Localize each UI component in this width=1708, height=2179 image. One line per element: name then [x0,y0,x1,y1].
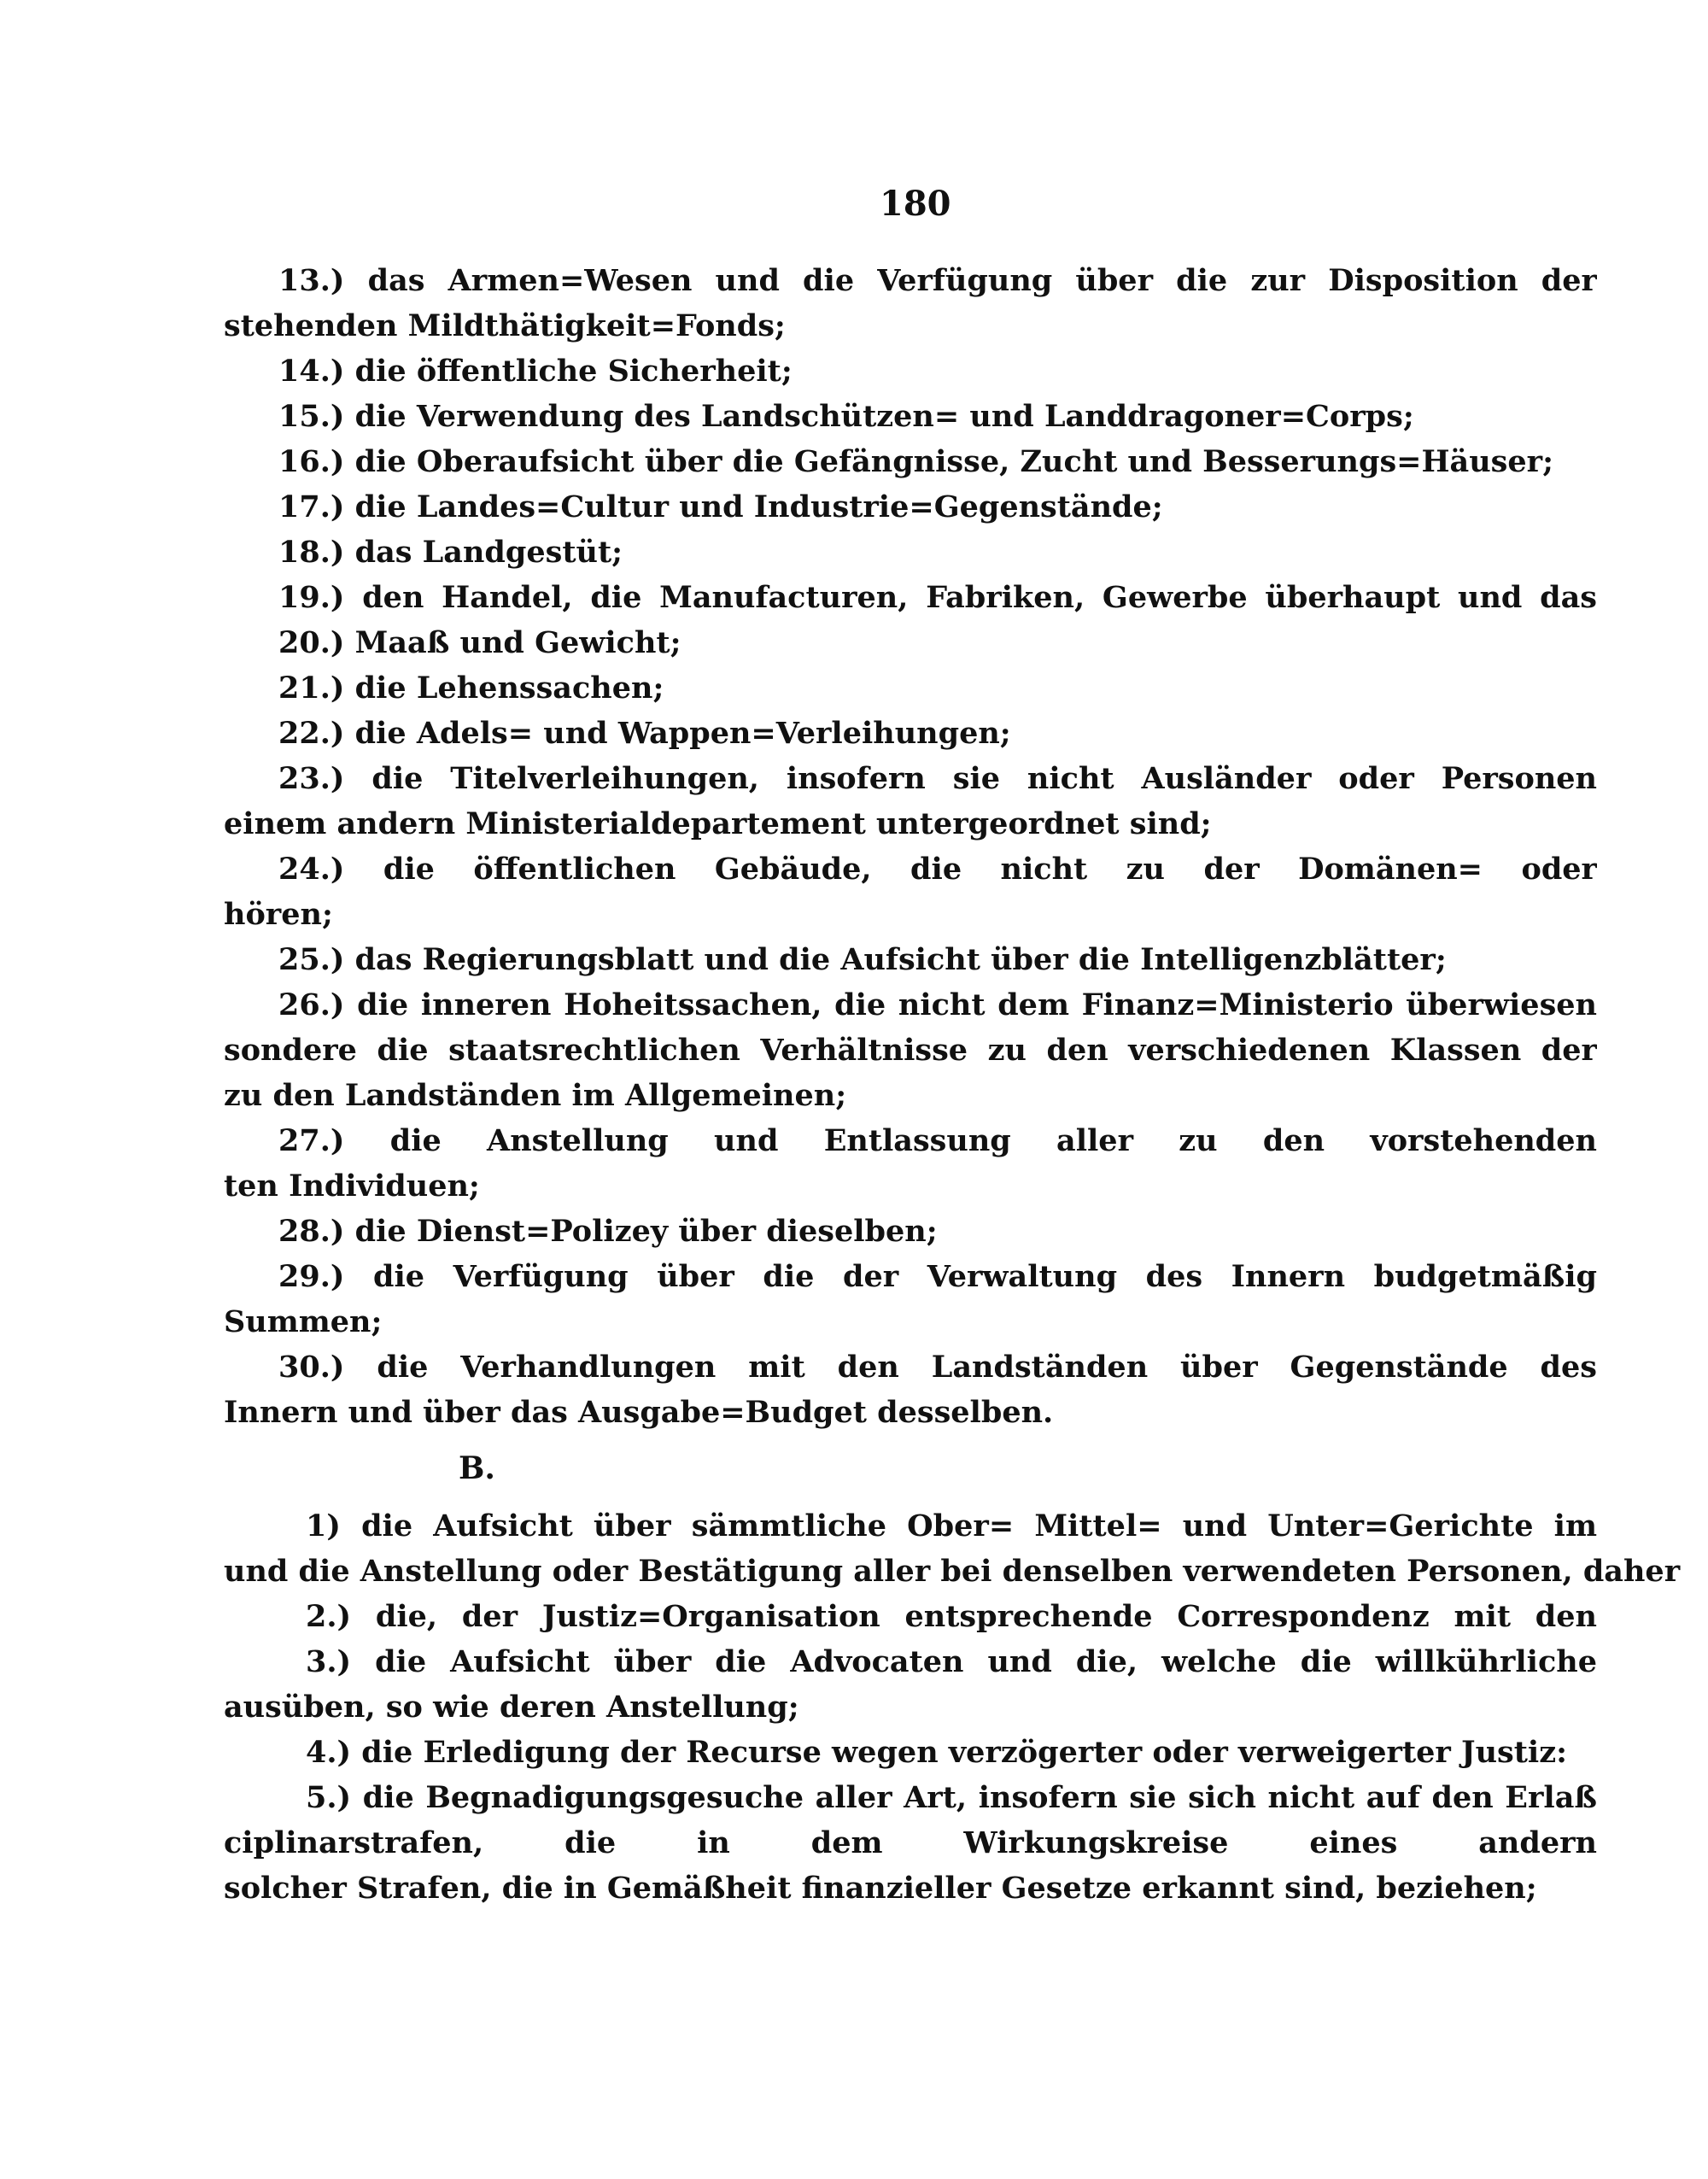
document-body [224,258,1681,1911]
text-line: 26.) die inneren Hoheitssachen, die nicht dem Finanz=Ministerio überwiesen [278,987,1597,1022]
text-line: 17.) die Landes=Cultur und Industrie=Gegenstände; [278,489,1163,524]
text-line: 27.) die Anstellung und Entlassung aller zu den vorstehenden [278,1123,1597,1158]
text-line: 15.) die Verwendung des Landschützen= und Landdragoner=Corps; [278,399,1414,434]
text-line: und die Anstellung oder Bestätigung aller bei denselben verwendeten Personen, daher [224,1554,1681,1589]
text-line: ausüben, so wie deren Anstellung; [224,1690,799,1725]
text-line: einem andern Ministerialdepartement untergeordnet sind; [224,806,1212,841]
text-line: 21.) die Lehenssachen; [278,671,664,706]
section-a [224,258,1597,1435]
text-line: 1) die Aufsicht über sämmtliche Ober= Mittel= und Unter=Gerichte im [306,1508,1597,1543]
text-line: 3.) die Aufsicht über die Advocaten und die, welche die willkührliche [306,1644,1597,1679]
text-line: 16.) die Oberaufsicht über die Gefängnisse, Zucht und Besserungs=Häuser; [278,444,1554,479]
text-line: sondere die staatsrechtlichen Verhältnisse zu den verschiedenen Klassen der [224,1033,1597,1068]
text-line: 29.) die Verfügung über die der Verwaltung des Innern budgetmäßig [278,1259,1597,1294]
text-line: 13.) das Armen=Wesen und die Verfügung über die zur Disposition der [278,263,1597,298]
text-line: 30.) die Verhandlungen mit den Landständen über Gegenstände des [278,1350,1597,1385]
text-line: solcher Strafen, die in Gemäßheit finanzieller Gesetze erkannt sind, beziehen; [224,1871,1537,1906]
text-line: stehenden Mildthätigkeit=Fonds; [224,308,786,343]
text-line: 28.) die Dienst=Polizey über dieselben; [278,1214,938,1249]
text-line: 25.) das Regierungsblatt und die Aufsicht über die Intelligenzblätter; [278,942,1447,977]
text-line: Innern und über das Ausgabe=Budget desselben. [224,1395,1054,1430]
text-line: hören; [224,897,333,932]
page-number: 180 [880,184,951,224]
section-b-heading: B. [459,1450,495,1486]
text-line: 4.) die Erledigung der Recurse wegen verzögerter oder verweigerter Justiz: [306,1735,1567,1770]
text-line: 22.) die Adels= und Wappen=Verleihungen; [278,716,1011,751]
text-line: 19.) den Handel, die Manufacturen, Fabriken, Gewerbe überhaupt und das [278,580,1597,615]
text-line: 14.) die öffentliche Sicherheit; [278,354,793,389]
text-line: 2.) die, der Justiz=Organisation entsprechende Correspondenz mit den [306,1599,1597,1634]
text-line: 5.) die Begnadigungsgesuche aller Art, insofern sie sich nicht auf den Erlaß [306,1780,1597,1815]
text-line: zu den Landständen im Allgemeinen; [224,1078,847,1113]
text-line: 18.) das Landgestüt; [278,535,623,570]
text-line: 24.) die öffentlichen Gebäude, die nicht zu der Domänen= oder [278,852,1597,887]
text-line: Summen; [224,1304,383,1339]
text-line: 20.) Maaß und Gewicht; [278,625,681,660]
text-line: ten Individuen; [224,1169,480,1204]
section-b [224,1503,1681,1911]
text-line: ciplinarstrafen, die in dem Wirkungskreise eines andern [224,1825,1597,1860]
text-line: 23.) die Titelverleihungen, insofern sie nicht Ausländer oder Personen [278,761,1597,796]
